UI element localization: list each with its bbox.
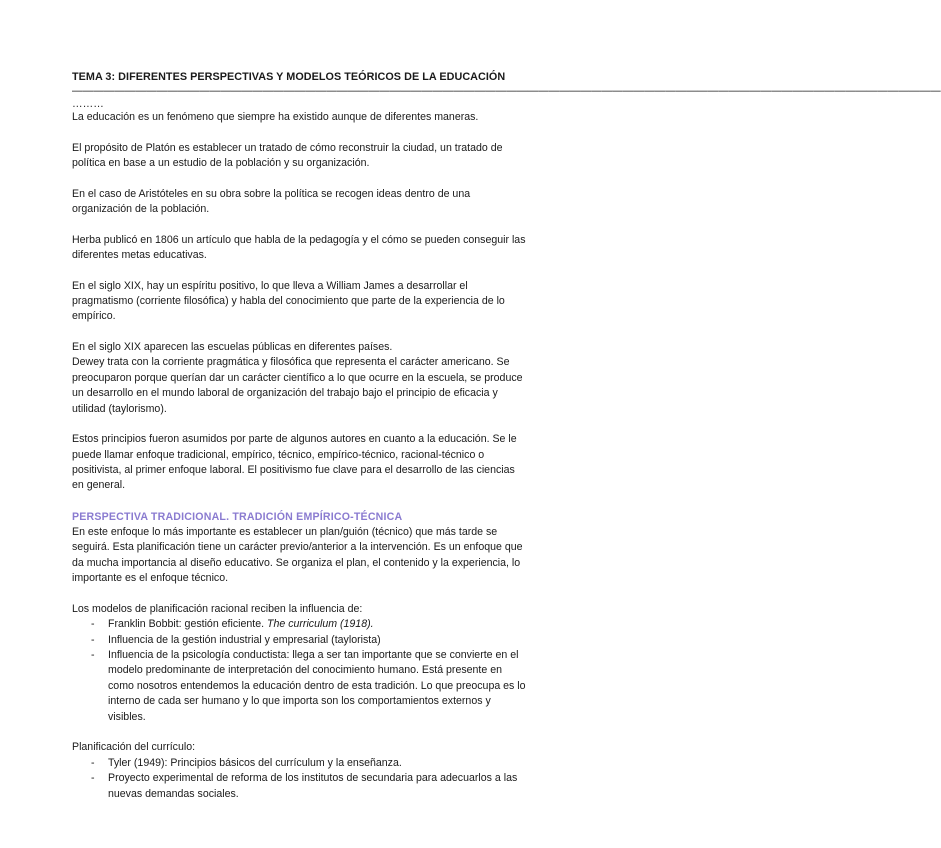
list-item <box>91 648 528 725</box>
document-title: TEMA 3: DIFERENTES PERSPECTIVAS Y MODELOS TEÓRICOS DE LA EDUCACIÓN <box>72 71 506 83</box>
curriculum-heading: Planificación del currículo: <box>72 741 196 754</box>
list-item <box>91 771 528 802</box>
curriculum-list <box>72 756 528 802</box>
paragraph-escuelas-publicas: En el siglo XIX aparecen las escuelas públicas en diferentes países. <box>72 341 393 353</box>
paragraph-aristoteles: En el caso de Aristóteles en su obra sobre la política se recogen ideas dentro de una organización de la población. <box>72 187 471 215</box>
paragraph-principios: Estos principios fueron asumidos por parte de algunos autores en cuanto a la educación. Se le puede llamar enfoque tradicional, empírico, técnico, empírico-técnico, racional-técnico o positivista, al primer enfoque laboral. El positivismo fue clave para el desarrollo de las ciencias en general. <box>72 433 517 492</box>
section-heading: PERSPECTIVA TRADICIONAL. TRADICIÓN EMPÍRICO-TÉCNICA <box>72 511 403 524</box>
separator-line: —————————————————————————————————————————————————————————————————————————————————— <box>72 85 941 97</box>
list-item-text: Franklin Bobbit: gestión eficiente. <box>108 618 267 631</box>
paragraph-herba: Herba publicó en 1806 un artículo que habla de la pedagogía y el cómo se pueden conseguir las diferentes metas educativas. <box>72 233 526 261</box>
list-item <box>91 756 528 771</box>
list-item-italic: The curriculum (1918). <box>267 618 374 631</box>
list-item-text: Influencia de la gestión industrial y empresarial (taylorista) <box>108 633 381 646</box>
paragraph-siglo-xix-pragmatismo: En el siglo XIX, hay un espíritu positivo, lo que lleva a William James a desarrollar el pragmatismo (corriente filosófica) y habla del conocimiento que parte de la experiencia de lo empírico. <box>72 279 505 323</box>
list-item-text: Proyecto experimental de reforma de los institutos de secundaria para adecuarlos a las nuevas demandas sociales. <box>108 772 518 800</box>
list-item <box>91 617 528 632</box>
list-item-text: Influencia de la psicología conductista: llega a ser tan importante que se convierte en el modelo predominante de interpretación del conocimiento humano. Está presente en como nosotros entendemos la educación dentro de esta tradición. Lo que preocupa es lo interno de cada ser humano y lo que importa son los comportamientos externos y visibles. <box>108 649 526 723</box>
paragraph-enfoque: En este enfoque lo más importante es establecer un plan/guión (técnico) que más tarde se seguirá. Esta planificación tiene un carácter previo/anterior a la intervención. Es un enfoque que da mucha importancia al diseño educativo. Se organiza el plan, el contenido y la experiencia, lo importante es el enfoque técnico. <box>72 526 523 585</box>
list-item <box>91 633 528 648</box>
paragraph-dewey: Dewey trata con la corriente pragmática y filosófica que representa el carácter americano. Se preocuparon porque querían dar un carácter científico a lo que ocurre en la escuela, se produce un desarrollo en el mundo laboral de organización del trabajo bajo el principio de eficacia y utilidad (taylorismo). <box>72 356 523 415</box>
paragraph-platon: El propósito de Platón es establecer un tratado de cómo reconstruir la ciudad, un tratado de política en base a un estudio de la población y su organización. <box>72 141 503 169</box>
list-item-text: Tyler (1949): Principios básicos del currículum y la enseñanza. <box>108 756 402 769</box>
separator-dots: ……… <box>72 98 104 110</box>
paragraph-modelos: Los modelos de planificación racional reciben la influencia de: <box>72 602 363 615</box>
influences-list <box>72 617 528 725</box>
paragraph-intro: La educación es un fenómeno que siempre ha existido aunque de diferentes maneras. <box>72 111 479 123</box>
document-content <box>72 70 941 802</box>
